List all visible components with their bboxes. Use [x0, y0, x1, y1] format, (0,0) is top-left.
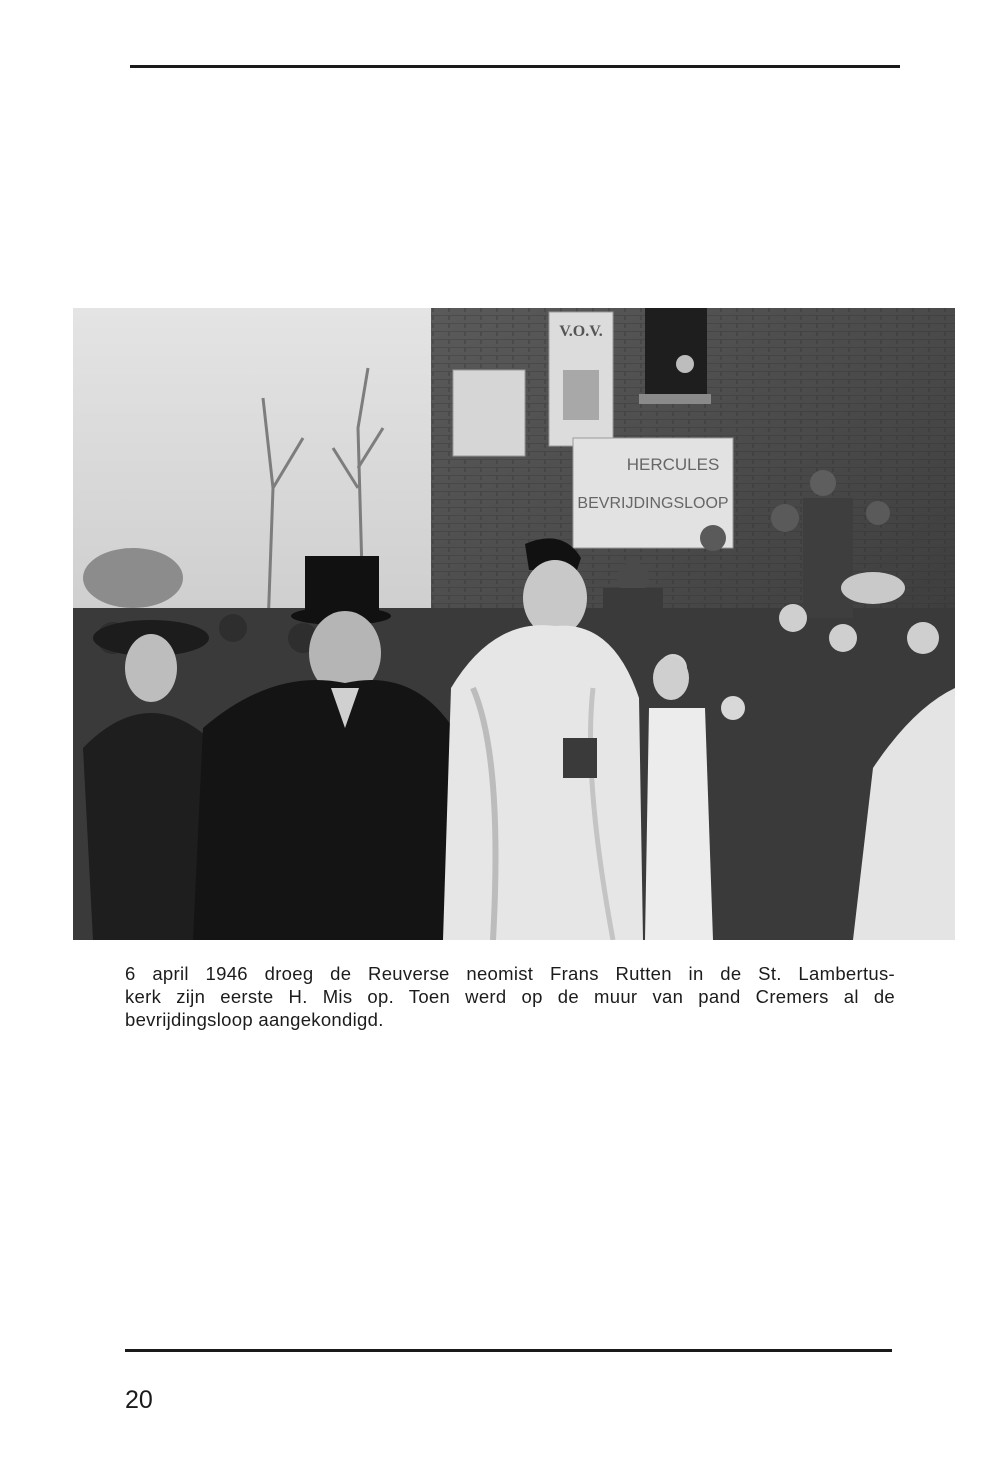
photo-caption	[125, 962, 895, 1031]
caption-line: 6 april 1946 droeg de Reuverse neomist Frans Rutten in de St. Lambertus-	[125, 963, 895, 984]
top-rule	[130, 65, 900, 68]
bottom-rule	[125, 1349, 892, 1352]
historical-photo	[73, 308, 955, 940]
banner-text-1: HERCULES	[626, 455, 720, 474]
banner-text-2: BEVRIJDINGSLOOP	[577, 495, 729, 512]
caption-line: bevrijdingsloop aangekondigd.	[125, 1009, 384, 1030]
poster-text: V.O.V.	[559, 323, 603, 340]
caption-line: kerk zijn eerste H. Mis op. Toen werd op de muur van pand Cremers al de	[125, 986, 895, 1007]
page-number: 20	[125, 1386, 153, 1414]
